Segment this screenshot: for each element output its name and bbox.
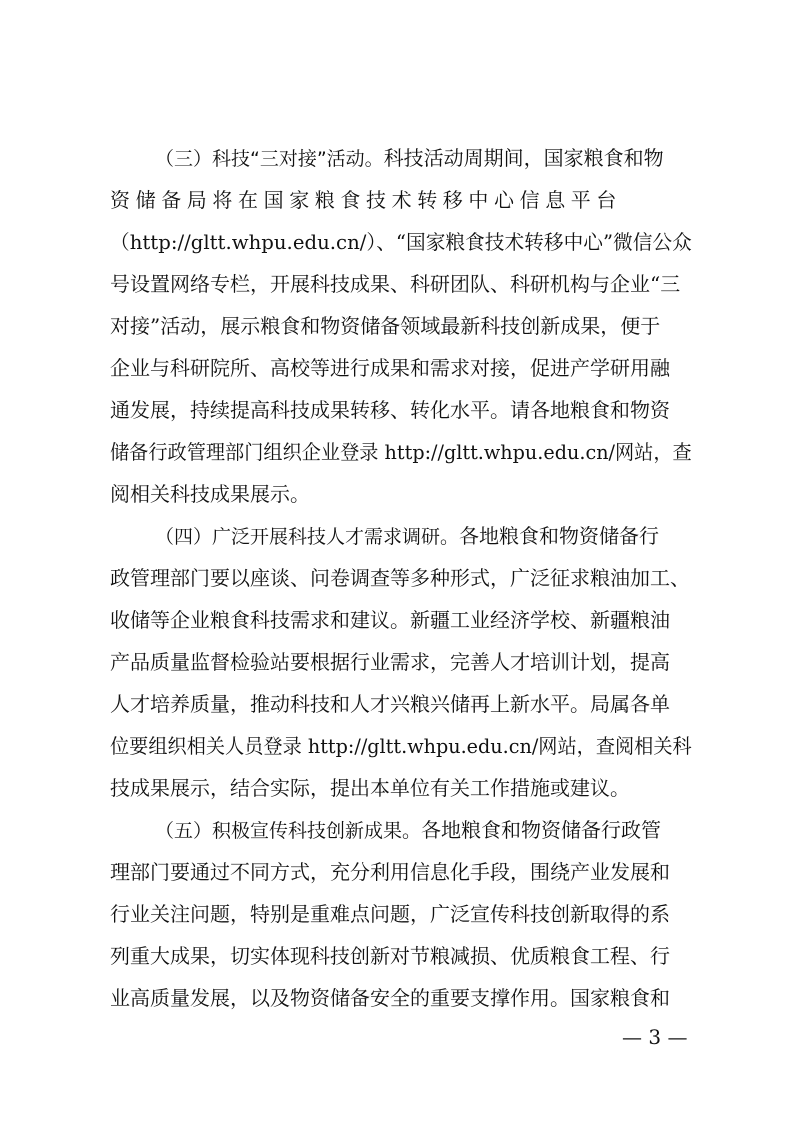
paragraph-text: 科技活动周期间，国家粮食和物 xyxy=(383,146,664,170)
paragraph-line xyxy=(110,271,680,297)
paragraph-line xyxy=(110,439,692,465)
paragraph-line xyxy=(110,775,630,801)
paragraph-line xyxy=(110,481,310,507)
paragraph-text: 阅相关科技成果展示。 xyxy=(110,482,310,506)
section-heading: （四）广泛开展科技人才需求调研。 xyxy=(155,526,460,548)
paragraph-text: 通发展，持续提高科技成果转移、转化水平。请各地粮食和物资 xyxy=(110,398,670,422)
paragraph-text: 资储备局将在国家粮食技术转移中心信息平台 xyxy=(110,188,622,212)
paragraph-text: 理部门要通过不同方式，充分利用信息化手段，围绕产业发展和 xyxy=(110,860,670,884)
paragraph-line xyxy=(110,649,670,675)
paragraph-text: 号设置网络专栏，开展科技成果、科研团队、科研机构与企业“三 xyxy=(110,272,681,296)
paragraph-line xyxy=(110,859,670,885)
paragraph-text: 人才培养质量，推动科技和人才兴粮兴储再上新水平。局属各单 xyxy=(110,692,670,716)
paragraph-line xyxy=(110,901,670,927)
paragraph-line xyxy=(110,607,670,633)
paragraph-line xyxy=(110,565,690,591)
paragraph-text: 对接”活动，展示粮食和物资储备领域最新科技创新成果，便于 xyxy=(110,314,661,338)
section-heading: （五）积极宣传科技创新成果。 xyxy=(155,820,422,842)
paragraph-line xyxy=(110,229,692,255)
paragraph-text: 企业与科研院所、高校等进行成果和需求对接，促进产学研用融 xyxy=(110,356,670,380)
paragraph-text: 技成果展示，结合实际，提出本单位有关工作措施或建议。 xyxy=(110,776,630,800)
paragraph-line xyxy=(110,187,692,213)
paragraph-line xyxy=(155,817,661,843)
page-number: — 3 — xyxy=(622,1025,688,1049)
paragraph-text: 列重大成果，切实体现科技创新对节粮减损、优质粮食工程、行 xyxy=(110,944,670,968)
paragraph-line xyxy=(155,145,664,171)
paragraph-text: 各地粮食和物资储备行政管 xyxy=(421,818,662,842)
paragraph-line xyxy=(110,985,670,1011)
paragraph-line xyxy=(110,355,670,381)
paragraph-text: 储备行政管理部门组织企业登录 http://gltt.whpu.edu.cn/网站，查 xyxy=(110,440,692,464)
paragraph-line xyxy=(110,733,692,759)
paragraph-line xyxy=(110,397,670,423)
section-heading: （三）科技“三对接”活动。 xyxy=(155,148,384,170)
paragraph-text: 业高质量发展，以及物资储备安全的重要支撑作用。国家粮食和 xyxy=(110,986,670,1010)
paragraph-text: 各地粮食和物资储备行 xyxy=(459,524,660,548)
paragraph-line xyxy=(155,523,659,549)
paragraph-line xyxy=(110,943,670,969)
paragraph-text: （http://gltt.whpu.edu.cn/）、“国家粮食技术转移中心”微信公众 xyxy=(110,230,692,254)
paragraph-line xyxy=(110,313,660,339)
paragraph-text: 行业关注问题，特别是重难点问题，广泛宣传科技创新取得的系 xyxy=(110,902,670,926)
paragraph-text: 产品质量监督检验站要根据行业需求，完善人才培训计划，提高 xyxy=(110,650,670,674)
paragraph-text: 政管理部门要以座谈、问卷调查等多种形式，广泛征求粮油加工、 xyxy=(110,566,690,590)
paragraph-line xyxy=(110,691,670,717)
paragraph-text: 收储等企业粮食科技需求和建议。新疆工业经济学校、新疆粮油 xyxy=(110,608,670,632)
paragraph-text: 位要组织相关人员登录 http://gltt.whpu.edu.cn/网站，查阅相关科 xyxy=(110,734,692,758)
